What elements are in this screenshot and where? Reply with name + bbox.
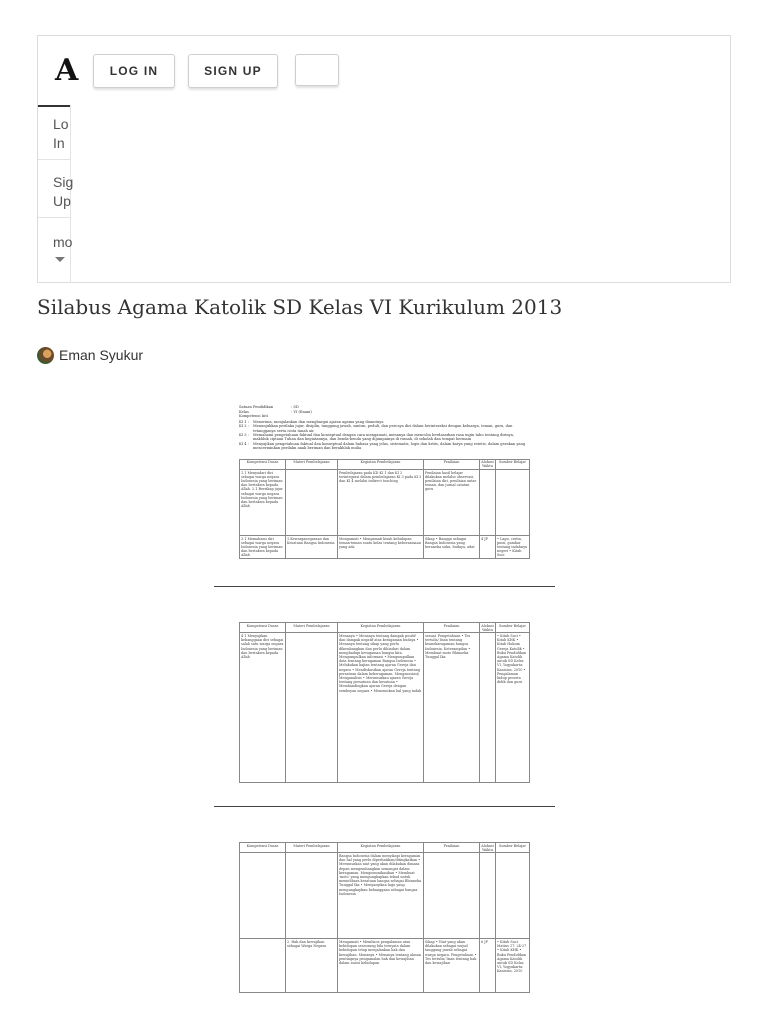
table-header: Kegiatan Pembelajaran bbox=[338, 459, 424, 469]
syllabus-table bbox=[239, 459, 530, 559]
table-row: 2. Hak dan kewajiban sebagai Warga Negara Mengamati • Membaca pengalaman atau kehidupan seseorang bila ternyata dalam kehidupan tetap menjalankan hak dan kewajiban. Menanya • Menanya tentang alasan pentingnya pengamalan hak dan kewajiban dalam suatu kehidupan Sikap • Niat yang akan dilakukan sebagai wujud tanggung jawab sebagai warga negara. Pengetahuan • Tes tertulis/ lisan tentang hak dan kewajiban 6 JP • Kitab Suci Matius 17: 24-27 • Kitab KHK • Buku Pendidikan Agama Katolik untuk SD Kelas VI, Yogyakarta: Kanisius, 2010 bbox=[240, 939, 530, 993]
table-row: 1.1 Menyadari diri sebagai warga negara Indonesia yang beriman dan bertakwa kepada Allah. 2.1 Bersikap jujur sebagai warga negara Indonesia yang beriman dan bertakwa kepada Allah Pembelajaran pada KD KI 1 dan KI 2 terintegrasi dalam pembelajaran KI 3 pada KI 3 dan KI 4 melalui indirect teaching Penilaian hasil belajar dilakukan melalui observasi, penilaian diri, penilaian antar teman, dan jurnal catatan guru bbox=[240, 470, 530, 536]
table-header: Penilaian bbox=[424, 623, 480, 633]
document-page-3 bbox=[239, 842, 529, 990]
author-link[interactable] bbox=[37, 344, 143, 366]
table-header: Alokasi Waktu bbox=[481, 460, 494, 469]
table-row: 3.1 Memahami diri sebagai warga negara Indonesia yang beriman dan bertakwa kepada Allah 1.Kewarganegaraan dan Kesatuan Bangsa Indonesia Mengamati • Mengamati kisah kehidupan teman-teman suatu kelas tentang kebersamaan yang ada Sikap • Bangga sebagai Bangsa Indonesia yang beraneka suku, budaya, adat 4 JP • Lagu, cerita, puisi, gambar tentang indahnya negeri • Kitab Suci bbox=[240, 536, 530, 559]
signup-button[interactable]: SIGN UP bbox=[188, 54, 278, 88]
side-menu bbox=[38, 105, 74, 283]
side-menu-signup[interactable]: Sig Up bbox=[53, 174, 74, 209]
document-page-2 bbox=[239, 622, 529, 780]
login-button[interactable]: LOG IN bbox=[93, 54, 175, 88]
table-header: Kegiatan Pembelajaran bbox=[338, 843, 424, 853]
table-header: Kompetensi Dasar bbox=[240, 623, 286, 633]
side-menu-divider bbox=[38, 217, 70, 218]
table-header: Kegiatan Pembelajaran bbox=[338, 623, 424, 633]
chevron-down-icon[interactable] bbox=[55, 257, 65, 262]
document-page-1 bbox=[239, 405, 529, 559]
kompetensi-inti-list: KI 1 : Menerima, menjalankan dan menghargai ajaran agama yang dianutnya KI 2 : Menunjukkan perilaku jujur, disiplin, tanggung jawab, santun, peduli, dan percaya diri dalam berinteraksi dengan keluarga, teman, guru, dan tetangganya serta cinta tanah air KI 3 : Memahami pengetahuan faktual dan konseptual dengan cara mengamati, menanya dan mencoba berdasarkan rasa ingin tahu tentang dirinya, makhluk ciptaan Tuhan dan kegiatannya, dan benda-benda yang dijumpainya di rumah, di sekolah dan tempat bermain KI 4 : Menyajikan pengetahuan faktual dan konseptual dalam bahasa yang jelas, sistematis, logis dan kritis, dalam karya yang estetis, dalam gerakan yang mencerminkan perilaku anak beriman dan berakhlak mulia bbox=[239, 419, 526, 451]
table-header: Sumber Belajar bbox=[496, 843, 530, 853]
table-header: Kompetensi Dasar bbox=[240, 459, 286, 469]
syllabus-table bbox=[239, 622, 530, 783]
table-header: Penilaian bbox=[424, 459, 480, 469]
syllabus-table bbox=[239, 842, 530, 993]
author-name[interactable]: Eman Syukur bbox=[59, 347, 144, 363]
extra-button[interactable] bbox=[295, 54, 339, 86]
site-logo[interactable]: A bbox=[55, 53, 79, 88]
side-menu-more[interactable]: mo bbox=[53, 234, 73, 250]
side-menu-divider bbox=[38, 159, 70, 160]
table-header: Alokasi Waktu bbox=[481, 843, 494, 852]
avatar bbox=[37, 347, 54, 364]
document-meta: Satuan Pendidikan : SD Kelas : VI (Enam) Kompetensi Inti bbox=[239, 405, 312, 419]
side-menu-login[interactable]: Lo In bbox=[53, 116, 69, 151]
table-header: Sumber Belajar bbox=[496, 623, 530, 633]
table-header: Alokasi Waktu bbox=[481, 623, 494, 632]
page-divider bbox=[214, 806, 555, 807]
page-divider bbox=[214, 586, 555, 587]
site-header bbox=[37, 35, 731, 283]
table-header: Materi Pembelajaran bbox=[286, 459, 338, 469]
table-header: Kompetensi Dasar bbox=[240, 843, 286, 853]
table-header: Materi Pembelajaran bbox=[286, 843, 338, 853]
table-row: Bangsa Indonesia dalam menyikapi keragaman dan hal yang perlu diperhatikan/ditingkatkan • Merumuskan niat yang akan dilakukan dimasa depan mengembangkan semangat dalam keragaman. Mengomunikasikan • Membuat 'moto' yang mengungkapkan tekad untuk memelihara kesatuan bangsa sebagai Bhinneka Tunggal Ika • Menyanyikan lagu yang mengungkapkan kebanggaan sebagai bangsa Indonesia bbox=[240, 853, 530, 939]
table-header: Sumber Belajar bbox=[496, 459, 530, 469]
table-header: Materi Pembelajaran bbox=[286, 623, 338, 633]
table-header: Penilaian bbox=[424, 843, 480, 853]
table-row: 4.1 Menyajikan kebanggaan diri sebagai salah satu warga negara Indonesia yang beriman dan bertakwa kepada Allah Menanya • Menanya tentang dampak positif dan dampak negatif atas keragaman budaya • Menanya tentang sikap yang perlu dikembangkan dan perlu dihindari dalam menghadapi keragaman bangsa kita. Mengumpulkan informasi • Mengumpulkan data tentang keragaman Bangsa Indonesia • Melakukan kajian tentang ajaran Gereja dan negara • Mendiskusikan ajaran Gereja tentang persatuan dalam keberagaman. Mengasosiasi/ Menganalisis • Merumuskan ajaran Gereja tentang persatuan dan kesatuan • Membandingkan ajaran Gereja dengan semboyan negara • Menemukan hal yang indah sesuai. Pengetahuan • Tes tertulis/ lisan tentang keanekaragaman bangsa Indonesia. Keterampilan • Membuat moto Bhinneka Tunggal Ika • Kitab Suci • Kitab KHK • Kitab Hukum Gereja Katolik • Buku Pendidikan Agama Katolik untuk SD Kelas VI, Yogyakarta: Kanisius, 2010 • Pengalaman hidup peserta didik dan guru bbox=[240, 633, 530, 783]
page-title: Silabus Agama Katolik SD Kelas VI Kurikulum 2013 bbox=[37, 295, 563, 319]
